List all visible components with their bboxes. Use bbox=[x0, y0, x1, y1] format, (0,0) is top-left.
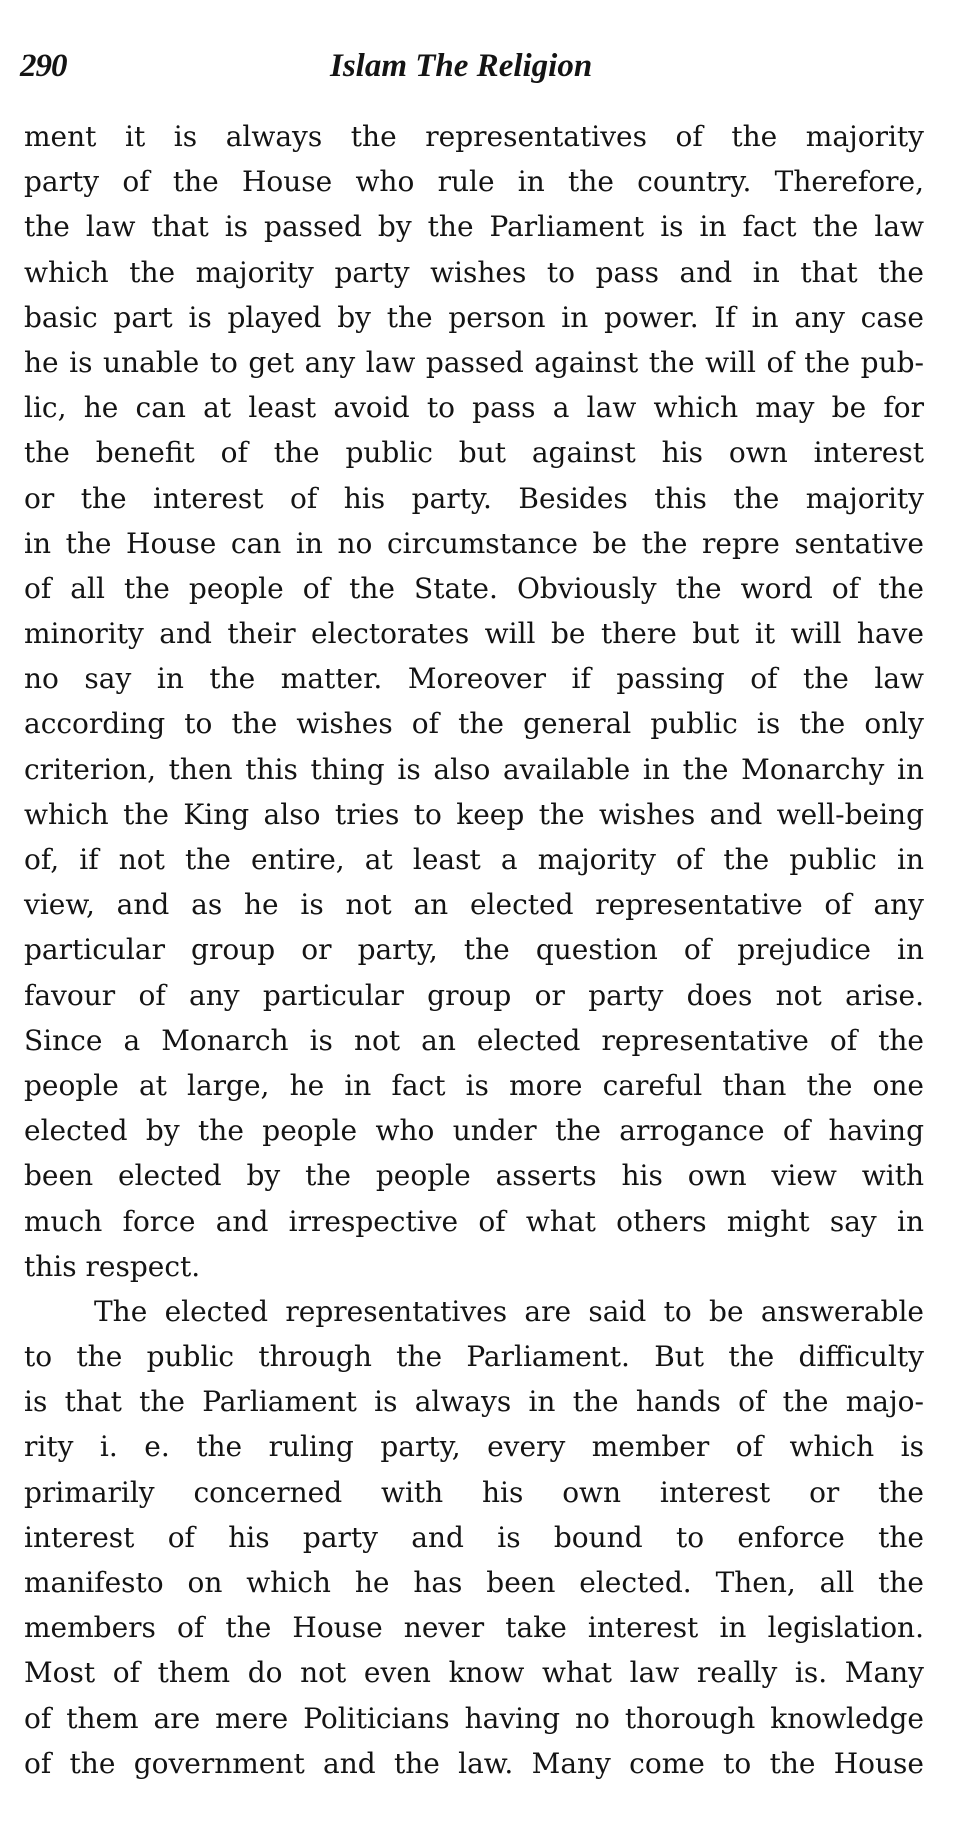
text-line: interest of his party and is bound to enforce the bbox=[24, 1520, 924, 1554]
text-line: which the King also tries to keep the wishes and well-being bbox=[24, 797, 924, 831]
text-line: no say in the matter. Moreover if passing of the law bbox=[24, 662, 924, 696]
running-title: Islam The Religion bbox=[330, 48, 593, 84]
text-line: elected by the people who under the arrogance of having bbox=[24, 1114, 924, 1148]
text-line: minority and their electorates will be there but it will have bbox=[24, 617, 924, 651]
text-line: ment it is always the representatives of the majority bbox=[24, 120, 924, 153]
text-line: Since a Monarch is not an elected representative of the bbox=[24, 1023, 924, 1057]
body-text bbox=[24, 114, 924, 1786]
text-line: the benefit of the public but against his own interest bbox=[24, 436, 924, 470]
text-line: of the government and the law. Many come to the House bbox=[24, 1746, 924, 1780]
text-line: in the House can in no circumstance be the repre sentative bbox=[24, 526, 924, 560]
text-line: of, if not the entire, at least a majority of the public in bbox=[24, 843, 924, 876]
paragraph-first-line: The elected representatives are said to be answerable bbox=[94, 1294, 924, 1328]
text-line: Most of them do not even know what law really is. Many bbox=[24, 1656, 924, 1690]
text-line: manifesto on which he has been elected. Then, all the bbox=[24, 1566, 924, 1599]
text-line: view, and as he is not an elected representative of any bbox=[24, 888, 924, 922]
text-line: the law that is passed by the Parliament is in fact the law bbox=[24, 210, 924, 244]
text-line: lic, he can at least avoid to pass a law which may be for bbox=[24, 391, 924, 425]
text-line: people at large, he in fact is more careful than the one bbox=[24, 1068, 924, 1102]
text-line: according to the wishes of the general public is the only bbox=[24, 707, 924, 741]
text-line: of them are mere Politicians having no thorough knowledge bbox=[24, 1701, 924, 1735]
text-line: which the majority party wishes to pass and in that the bbox=[24, 255, 924, 289]
text-line: party of the House who rule in the country. Therefore, bbox=[24, 165, 924, 199]
text-line: basic part is played by the person in power. If in any case bbox=[24, 300, 924, 334]
text-line: is that the Parliament is always in the hands of the majo- bbox=[24, 1385, 924, 1419]
text-line: to the public through the Parliament. But the difficulty bbox=[24, 1340, 924, 1374]
text-line: favour of any particular group or party does not arise. bbox=[24, 978, 924, 1012]
text-line: been elected by the people asserts his own view with bbox=[24, 1159, 924, 1193]
page-number: 290 bbox=[20, 48, 67, 84]
text-line: rity i. e. the ruling party, every member of which is bbox=[24, 1430, 924, 1464]
text-line: he is unable to get any law passed against the will of the pub- bbox=[24, 345, 924, 379]
page-header bbox=[20, 48, 925, 98]
paragraph-last-line: this respect. bbox=[24, 1249, 201, 1283]
text-line: primarily concerned with his own interest or the bbox=[24, 1475, 924, 1509]
text-line: of all the people of the State. Obviously the word of the bbox=[24, 571, 924, 605]
text-line: much force and irrespective of what others might say in bbox=[24, 1204, 924, 1238]
text-line: or the interest of his party. Besides this the majority bbox=[24, 481, 924, 515]
text-line: criterion, then this thing is also available in the Monarchy in bbox=[24, 752, 924, 786]
text-line: members of the House never take interest in legislation. bbox=[24, 1611, 924, 1645]
text-line: particular group or party, the question of prejudice in bbox=[24, 933, 924, 967]
